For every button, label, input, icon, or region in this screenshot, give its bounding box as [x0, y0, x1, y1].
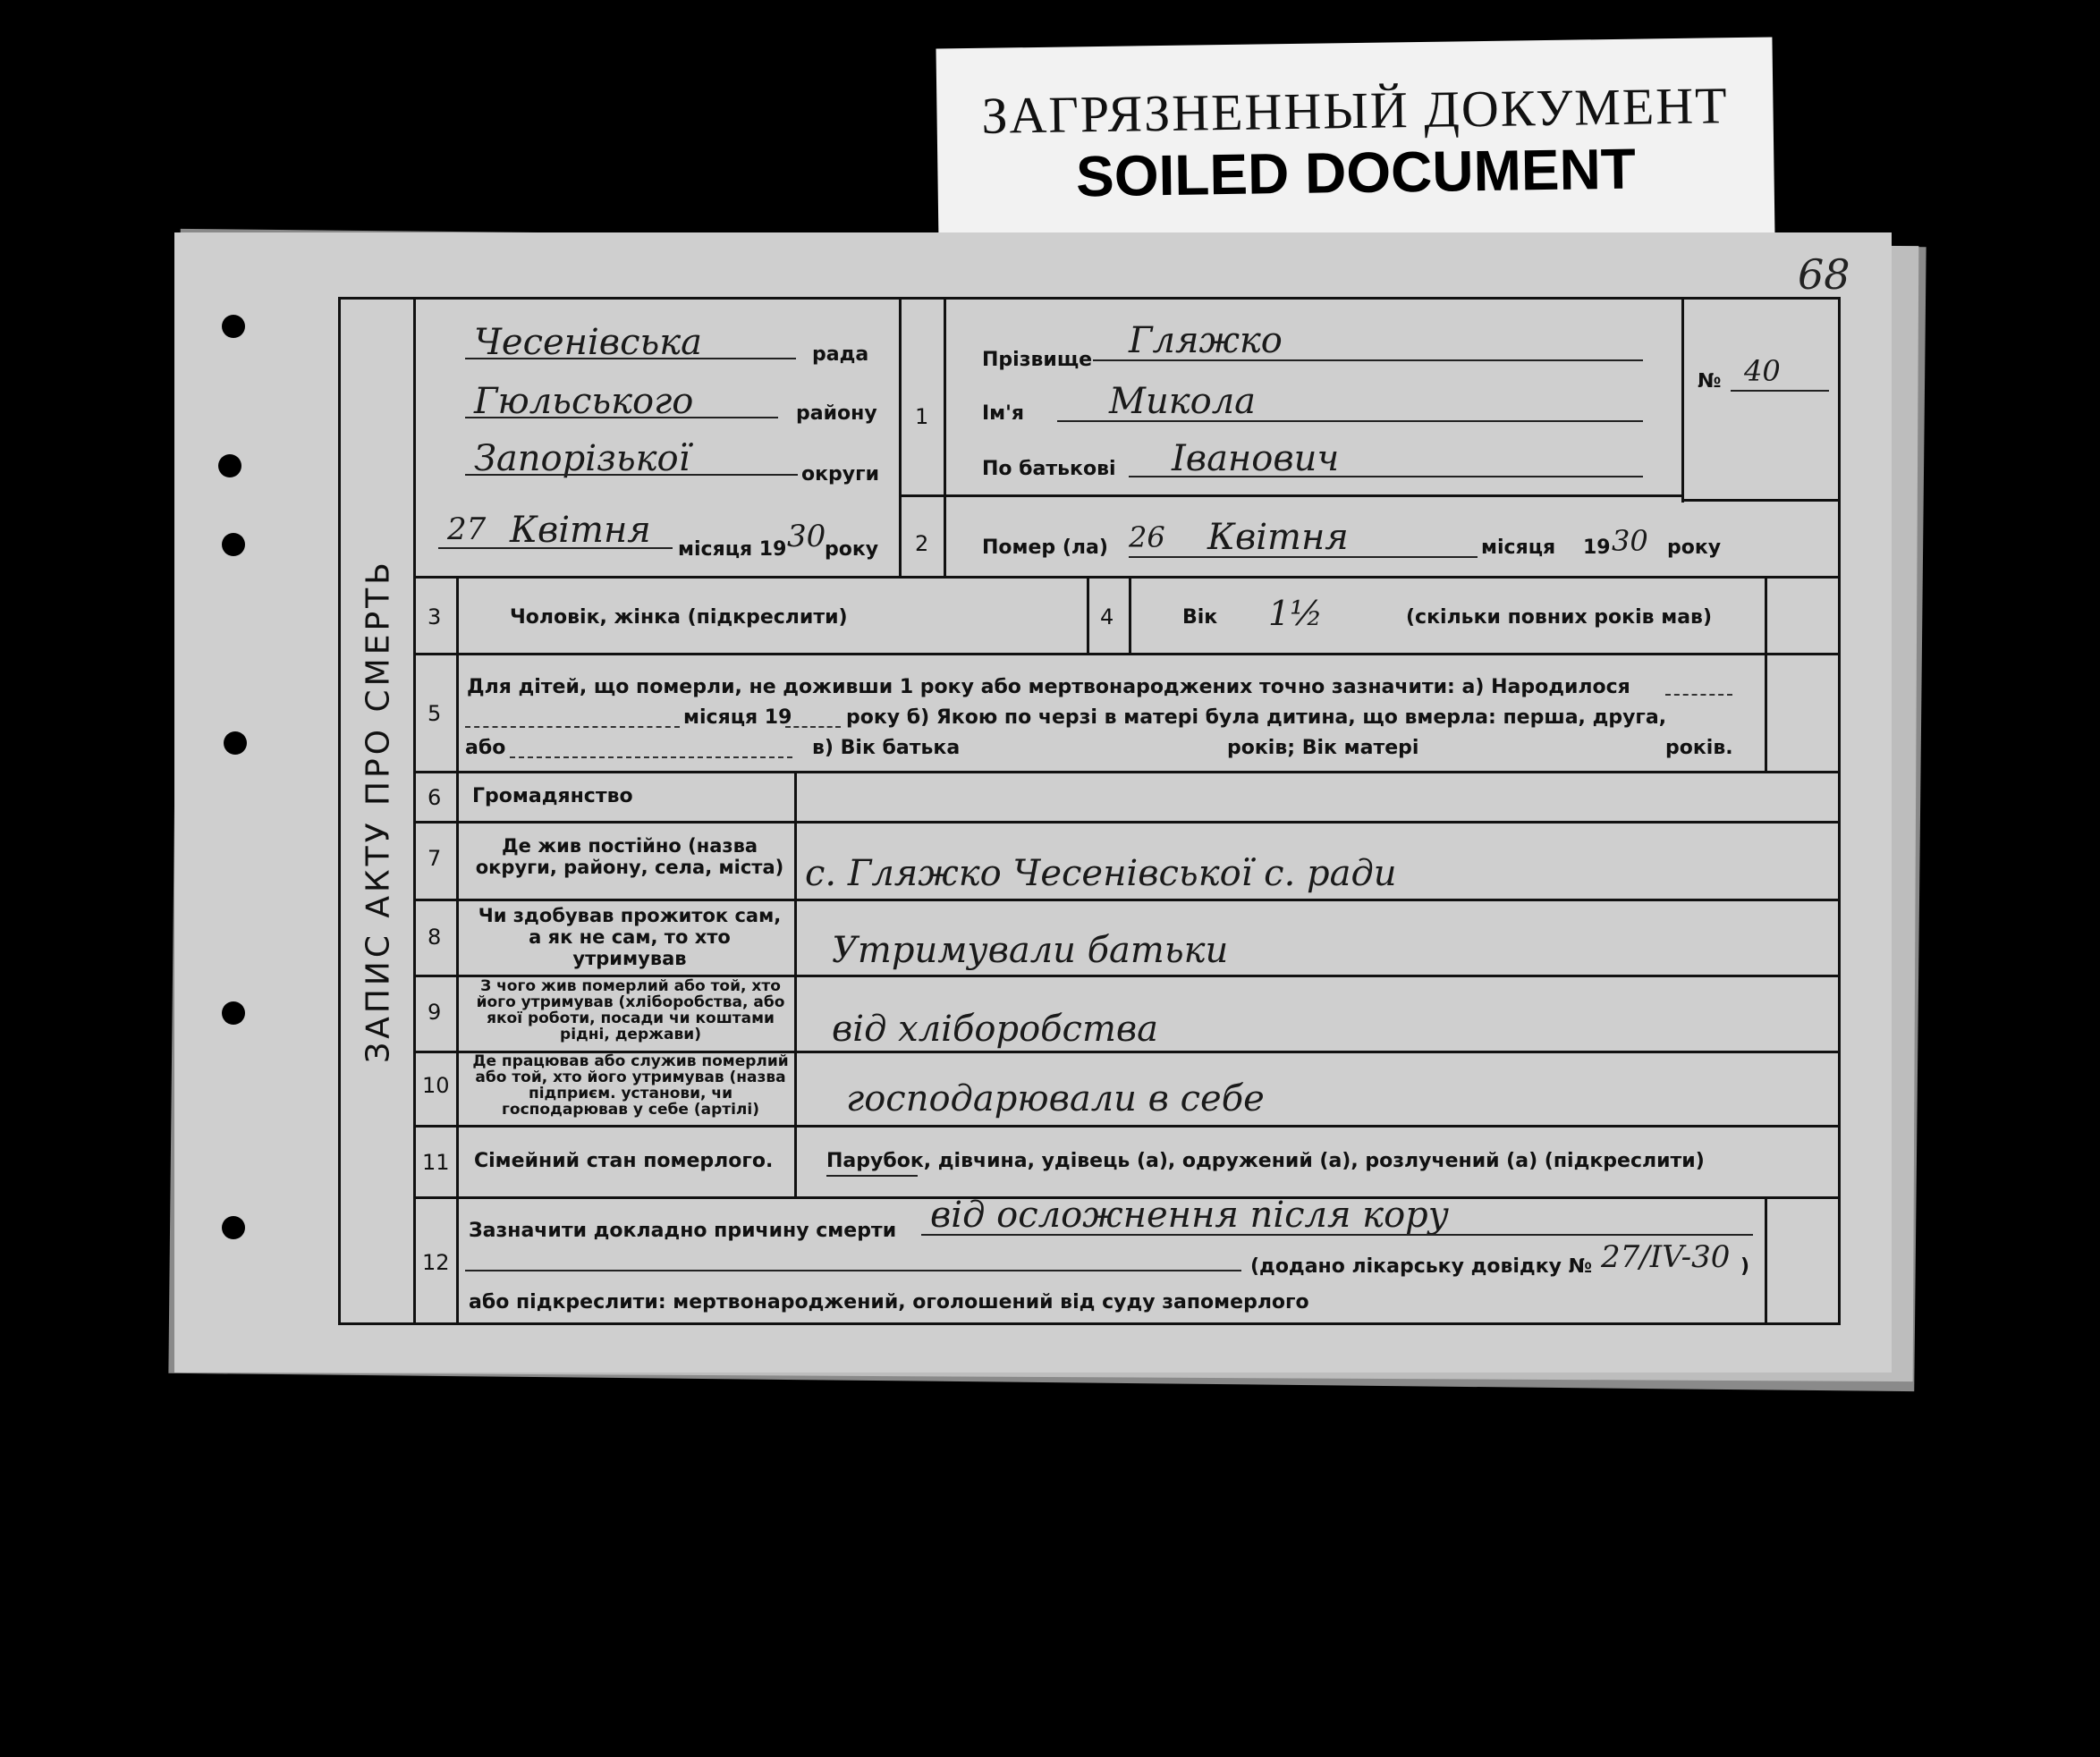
rule — [1087, 576, 1089, 653]
punch-hole — [224, 731, 247, 755]
rule — [456, 653, 459, 771]
rule — [1681, 499, 1841, 502]
name-value: Микола — [1109, 381, 1257, 422]
rule — [413, 1125, 1841, 1128]
punch-hole — [222, 533, 245, 556]
row-number-7: 7 — [428, 846, 442, 871]
cause-of-death-underline-2 — [465, 1270, 1241, 1271]
rule — [413, 899, 1841, 901]
page-number: 68 — [1798, 250, 1850, 299]
stillborn-line: або підкреслити: мертвонароджений, оголошений від суду запомерлого — [469, 1291, 1309, 1314]
rule — [899, 494, 1681, 497]
raion-value: Гюльського — [474, 381, 694, 422]
livelihood-label: Чи здобував прожиток сам, а як не сам, то хто утримував — [478, 905, 782, 969]
infant-line-2a: місяця 19 — [683, 706, 792, 729]
livelihood-value: Утримували батьки — [832, 930, 1229, 971]
row-number-4: 4 — [1100, 604, 1114, 629]
form-vertical-title: ЗАПИС АКТУ ПРО СМЕРТЬ — [360, 559, 397, 1063]
citizenship-label: Громадянство — [472, 785, 633, 807]
punch-hole — [222, 315, 245, 338]
rule — [1681, 297, 1684, 503]
name-label: Ім'я — [982, 402, 1025, 425]
row-number-8: 8 — [428, 925, 442, 950]
row-number-12: 12 — [422, 1250, 450, 1275]
residence-label: Де жив постійно (назва округи, району, села, міста) — [475, 835, 784, 878]
record-number-underline — [1731, 390, 1829, 392]
rada-underline — [465, 358, 796, 359]
marital-status-options: Парубок, дівчина, удівець (а), одружений (а), розлучений (а) (підкреслити) — [826, 1150, 1705, 1172]
age-label: Вік — [1182, 606, 1218, 629]
age-value: 1½ — [1268, 594, 1324, 633]
rule — [413, 653, 1841, 655]
punch-hole — [222, 1001, 245, 1025]
registration-day: 27 — [447, 511, 487, 547]
infant-order-blank — [510, 756, 792, 758]
okruha-underline — [465, 474, 798, 476]
rule — [1765, 1196, 1767, 1325]
rule — [413, 576, 1841, 579]
rule — [1129, 576, 1131, 653]
death-month: Квітня — [1207, 517, 1349, 558]
death-month-label: місяця — [1481, 536, 1556, 559]
marital-status-underline — [826, 1175, 918, 1177]
surname-value: Гляжко — [1129, 320, 1283, 361]
death-year: 30 — [1612, 524, 1648, 558]
rule — [413, 771, 1841, 773]
record-number-label: № — [1698, 370, 1722, 393]
rule — [456, 771, 459, 1196]
rule — [944, 297, 946, 576]
row-number-2: 2 — [915, 531, 929, 556]
rule — [413, 297, 416, 1325]
residence-value: с. Гляжко Чесенівської с. ради — [805, 853, 1397, 894]
soiled-document-stamp — [936, 37, 1774, 247]
medical-certificate-label: (додано лікарську довідку № — [1250, 1255, 1593, 1278]
death-day: 26 — [1129, 520, 1165, 554]
rule — [456, 576, 459, 653]
raion-label: району — [796, 402, 877, 425]
rada-label: рада — [812, 343, 869, 366]
infant-line-2b: року б) Якою по черзі в матері була дитина, що вмерла: перша, друга, — [846, 706, 1667, 729]
cause-of-death-underline — [921, 1234, 1753, 1236]
infant-year-blank — [785, 726, 841, 728]
cause-of-death-label: Зазначити докладно причину смерти — [469, 1220, 897, 1242]
registration-month-label: місяця 19 — [678, 538, 787, 561]
okruha-label: округи — [801, 463, 880, 486]
rule — [1765, 576, 1767, 653]
sex-label: Чоловік, жінка (підкреслити) — [510, 606, 848, 629]
rule — [794, 771, 797, 1196]
rule — [413, 821, 1841, 824]
rada-value: Чесенівська — [474, 322, 702, 363]
infant-born-day-blank — [465, 726, 680, 728]
patronymic-label: По батькові — [982, 458, 1116, 480]
registration-year: 30 — [787, 519, 826, 554]
okruha-value: Запорізької — [474, 438, 690, 479]
marital-status-label: Сімейний стан померлого. — [474, 1150, 774, 1172]
medical-certificate-value: 27/IV-30 — [1601, 1239, 1731, 1275]
row-number-3: 3 — [428, 604, 442, 629]
row-number-10: 10 — [422, 1073, 450, 1098]
registration-year-label: року — [825, 538, 879, 561]
row-number-9: 9 — [428, 1000, 442, 1025]
cause-of-death-value: від осложнення після кору — [930, 1195, 1449, 1236]
workplace-value: господарювали в себе — [846, 1078, 1265, 1119]
income-source-value: від хліборобства — [832, 1009, 1159, 1050]
infant-line-3d: років. — [1665, 737, 1733, 759]
rule — [1765, 653, 1767, 771]
death-label: Помер (ла) — [982, 536, 1108, 559]
stamp-text-ru: ЗАГРЯЗНЕННЫЙ ДОКУМЕНТ — [980, 76, 1730, 145]
record-number-value: 40 — [1744, 354, 1781, 388]
registration-underline — [438, 547, 673, 549]
row-number-6: 6 — [428, 785, 442, 810]
patronymic-value: Іванович — [1172, 438, 1340, 479]
infant-line-3b: в) Вік батька — [812, 737, 961, 759]
raion-underline — [465, 417, 778, 418]
name-underline — [1057, 420, 1643, 422]
row-number-11: 11 — [422, 1150, 450, 1175]
infant-born-blank — [1665, 694, 1732, 696]
patronymic-underline — [1129, 476, 1643, 477]
rule — [456, 1196, 459, 1325]
stamp-text-en: SOILED DOCUMENT — [1075, 136, 1637, 209]
punch-hole — [218, 454, 241, 477]
registration-month: Квітня — [510, 510, 651, 551]
income-source-label: З чого жив померлий або той, хто його утримував (хліборобства, або якої роботи, посади чи коштами рідні, держави) — [476, 977, 785, 1043]
death-century: 19 — [1583, 536, 1611, 559]
death-underline — [1129, 556, 1478, 558]
medical-certificate-close: ) — [1740, 1255, 1750, 1278]
infant-line-1: Для дітей, що померли, не доживши 1 року або мертвонароджених точно зазначити: а) Народилося — [467, 676, 1630, 698]
infant-line-3c: років; Вік матері — [1227, 737, 1419, 759]
rule — [899, 297, 902, 576]
age-suffix: (скільки повних років мав) — [1406, 606, 1713, 629]
workplace-label: Де працював або служив померлий або той, хто його утримував (назва підприєм. установи, чи господарював у себе (артілі) — [472, 1052, 789, 1119]
surname-label: Прізвище — [982, 349, 1093, 371]
row-number-1: 1 — [915, 404, 929, 429]
death-year-label: року — [1667, 536, 1722, 559]
infant-line-3a: або — [465, 737, 506, 759]
surname-underline — [1093, 359, 1643, 361]
row-number-5: 5 — [428, 701, 442, 726]
punch-hole — [222, 1216, 245, 1239]
